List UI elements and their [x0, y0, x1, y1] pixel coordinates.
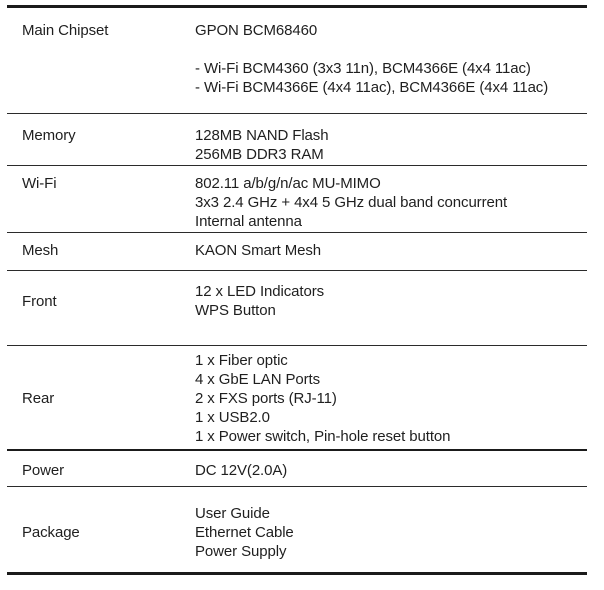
row-label: Wi-Fi [22, 175, 57, 192]
value-line: WPS Button [195, 302, 276, 319]
value-line: - Wi-Fi BCM4360 (3x3 11n), BCM4366E (4x4 11ac) [195, 60, 531, 77]
value-line: 1 x USB2.0 [195, 409, 270, 426]
row-values [195, 351, 587, 446]
row-values [195, 21, 587, 97]
value-line: KAON Smart Mesh [195, 242, 322, 259]
row-values [195, 504, 587, 561]
table-row-memory [7, 114, 587, 166]
value-line: 4 x GbE LAN Ports [195, 371, 321, 388]
value-line: Ethernet Cable [195, 524, 294, 541]
value-line: 802.11 a/b/g/n/ac MU-MIMO [195, 175, 381, 192]
row-label: Memory [22, 127, 76, 144]
table-row-wi-fi [7, 166, 587, 233]
row-label: Power [22, 462, 65, 479]
value-line: 12 x LED Indicators [195, 283, 324, 300]
value-line: 128MB NAND Flash [195, 127, 329, 144]
row-label: Package [22, 524, 80, 541]
spec-table [7, 5, 587, 575]
table-row-power [7, 451, 587, 487]
value-line: 3x3 2.4 GHz + 4x4 5 GHz dual band concurrent [195, 194, 508, 211]
value-line [195, 40, 587, 59]
row-label: Rear [22, 390, 55, 407]
value-line: User Guide [195, 505, 270, 522]
row-values [195, 241, 587, 260]
row-values [195, 461, 587, 480]
value-line: 1 x Fiber optic [195, 352, 288, 369]
row-label: Front [22, 292, 57, 310]
value-line: - Wi-Fi BCM4366E (4x4 11ac), BCM4366E (4x4 11ac) [195, 79, 549, 96]
row-label: Main Chipset [22, 22, 109, 39]
row-values [195, 174, 587, 231]
table-row-package [7, 487, 587, 572]
table-row-mesh [7, 233, 587, 271]
table-row-front [7, 271, 587, 346]
row-label: Mesh [22, 242, 59, 259]
row-values [195, 282, 587, 320]
row-values [195, 126, 587, 164]
value-line: Internal antenna [195, 213, 302, 230]
value-line: 1 x Power switch, Pin-hole reset button [195, 428, 451, 445]
value-line: 256MB DDR3 RAM [195, 146, 324, 163]
table-row-rear [7, 346, 587, 451]
value-line: Power Supply [195, 543, 287, 560]
table-row-main-chipset [7, 8, 587, 114]
value-line: GPON BCM68460 [195, 22, 318, 39]
value-line: DC 12V(2.0A) [195, 462, 288, 479]
value-line: 2 x FXS ports (RJ-11) [195, 390, 337, 407]
